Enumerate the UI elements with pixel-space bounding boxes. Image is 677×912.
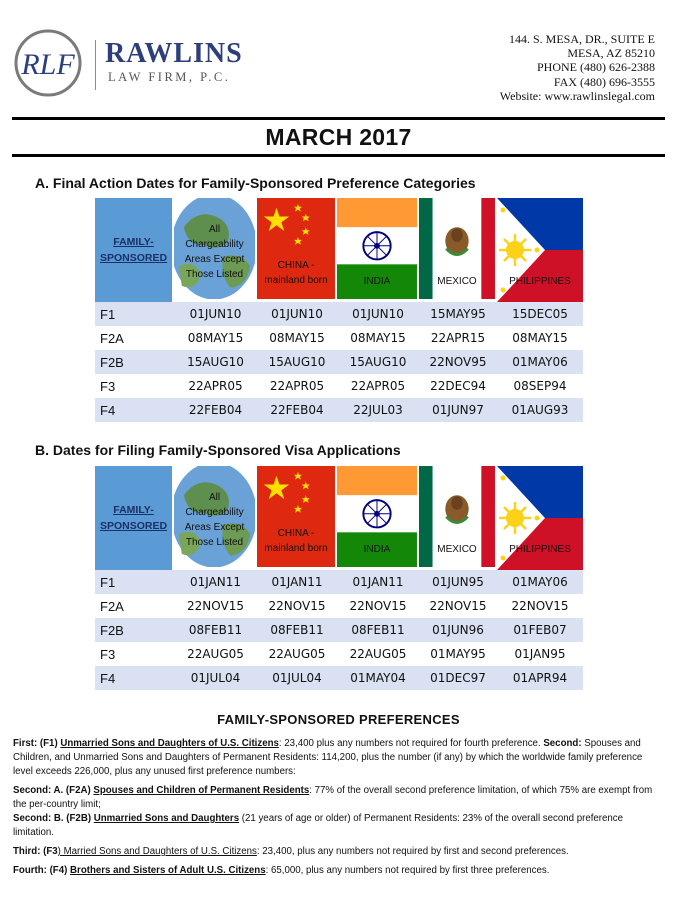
caption-line: All: [208, 492, 221, 503]
logo-divider: [95, 40, 96, 90]
date-cell: 01DEC97: [430, 671, 486, 685]
header-philippines: [497, 198, 583, 302]
fax-line: FAX (480) 696-3555: [553, 74, 655, 89]
table-row: [95, 594, 583, 618]
date-cell: 15AUG10: [268, 355, 326, 369]
header-mexico: [419, 198, 497, 302]
firm-subtitle: LAW FIRM, P.C.: [108, 70, 231, 84]
preference-name: Brothers and Sisters of Adult U.S. Citizens: [70, 865, 266, 876]
caption-line: Chargeability: [185, 239, 244, 250]
date-cell: 08MAY15: [187, 331, 244, 345]
date-cell: 01FEB07: [513, 623, 567, 637]
date-cell: 15DEC05: [512, 307, 568, 321]
preference-label: Second: B. (F2B): [13, 813, 94, 824]
category-cell: F1: [100, 306, 116, 322]
date-cell: 22FEB04: [188, 403, 243, 417]
date-cell: 22DEC94: [430, 379, 486, 393]
family-sponsored-header: [95, 198, 174, 302]
header-philippines: [497, 466, 583, 570]
date-cell: 22NOV15: [187, 599, 244, 613]
header-all-chargeability: [174, 466, 257, 570]
date-cell: 22NOV15: [511, 599, 569, 613]
column-caption: [419, 542, 495, 557]
date-cell: 22APR05: [269, 379, 325, 393]
table-row: [95, 326, 583, 350]
column-caption: [257, 258, 335, 288]
column-caption: [419, 274, 495, 289]
logo-monogram-icon: [13, 28, 83, 98]
preference-text: : 23,400, plus any numbers not required by first and second preferences.: [256, 846, 569, 857]
caption-line: CHINA -: [277, 528, 315, 539]
firm-address: [500, 32, 655, 103]
final-action-dates-table: [95, 198, 583, 422]
date-cell: 01JUL04: [190, 671, 241, 685]
website-line[interactable]: Website: www.rawlinslegal.com: [499, 88, 655, 103]
caption-line: Areas Except: [184, 522, 245, 533]
preference-name: Unmarried Sons and Daughters: [93, 813, 240, 824]
date-cell: 15MAY95: [430, 307, 486, 321]
category-cell: F2B: [100, 354, 124, 370]
preference-text: (21 years of age or older) of Permanent Residents: 23% of the overall second preference limitation.: [13, 813, 624, 838]
category-cell: F4: [100, 670, 116, 686]
preference-name: Spouses and Children of Permanent Residents: [93, 785, 310, 796]
header-label-line: SPONSORED: [99, 520, 168, 532]
preference-text: : 23,400 plus any numbers not required for fourth preference.: [278, 738, 544, 749]
date-cell: 01MAY06: [512, 355, 568, 369]
date-cell: 22APR05: [188, 379, 243, 393]
preference-name: Unmarried Sons and Daughters of U.S. Citizens: [60, 738, 279, 749]
preference-second-b: [13, 812, 663, 840]
caption-line: Chargeability: [185, 507, 244, 518]
date-cell: 01MAY95: [430, 647, 486, 661]
header-all-chargeability: [174, 198, 257, 302]
caption-line: INDIA: [363, 276, 391, 287]
column-caption: [337, 542, 417, 557]
table-header-row: [95, 466, 583, 570]
preference-text: : 77% of the overall second preference limitation, of which 75% are exempt from the per-country limit;: [13, 785, 653, 810]
date-cell: 22NOV15: [268, 599, 326, 613]
caption-line: MEXICO: [437, 544, 477, 555]
address-line: MESA, AZ 85210: [567, 46, 655, 61]
preference-first: [13, 737, 663, 779]
caption-line: mainland born: [264, 543, 328, 554]
firm-name: RAWLINS: [105, 38, 243, 69]
date-cell: 08MAY15: [350, 331, 406, 345]
date-cell: 22AUG05: [268, 647, 326, 661]
preferences-title: FAMILY-SPONSORED PREFERENCES: [217, 712, 460, 727]
date-cell: 22NOV95: [429, 355, 487, 369]
date-cell: 01APR94: [512, 671, 568, 685]
caption-line: All: [208, 224, 221, 235]
category-cell: F2A: [100, 330, 124, 346]
date-cell: 22AUG05: [187, 647, 244, 661]
caption-line: Those Listed: [185, 269, 244, 280]
date-cell: 01JAN95: [514, 647, 566, 661]
caption-line: Those Listed: [185, 537, 244, 548]
category-cell: F2A: [100, 598, 124, 614]
date-cell: 15AUG10: [187, 355, 244, 369]
date-cell: 08FEB11: [351, 623, 405, 637]
date-cell: 01JUN96: [432, 623, 484, 637]
table-row: [95, 642, 583, 666]
header-label-line: SPONSORED: [99, 252, 168, 264]
header-china: [257, 466, 337, 570]
column-caption: [174, 490, 255, 550]
table-row: [95, 570, 583, 594]
header-mexico: [419, 466, 497, 570]
date-cell: 08SEP94: [513, 379, 567, 393]
date-cell: 01MAY04: [350, 671, 406, 685]
firm-logo: [13, 20, 243, 100]
caption-line: MEXICO: [437, 276, 477, 287]
section-a-heading: A. Final Action Dates for Family-Sponsored Preference Categories: [35, 175, 476, 191]
table-row: [95, 618, 583, 642]
filing-dates-table: [95, 466, 583, 690]
table-row: [95, 374, 583, 398]
preference-third: [13, 845, 663, 859]
category-cell: F1: [100, 574, 116, 590]
preference-text: : 65,000, plus any numbers not required by first three preferences.: [265, 865, 550, 876]
table-row: [95, 350, 583, 374]
date-cell: 08MAY15: [512, 331, 568, 345]
header-label-line: FAMILY-: [113, 504, 154, 516]
preference-label: First: (F1): [13, 738, 61, 749]
category-cell: F4: [100, 402, 116, 418]
column-caption: [497, 274, 583, 289]
title-bottom-rule: [12, 154, 665, 157]
date-cell: 01JAN11: [189, 575, 242, 589]
header-label-line: FAMILY-: [113, 236, 154, 248]
table-row: [95, 302, 583, 326]
date-cell: 08FEB11: [188, 623, 243, 637]
date-cell: 01AUG93: [511, 403, 569, 417]
caption-line: INDIA: [363, 544, 391, 555]
date-cell: 01JAN11: [352, 575, 404, 589]
preference-name: ) Married Sons and Daughters of U.S. Citizens: [57, 846, 257, 857]
date-cell: 01MAY06: [512, 575, 568, 589]
date-cell: 22JUL03: [353, 403, 403, 417]
header-india: [337, 198, 419, 302]
page-title: MARCH 2017: [265, 124, 412, 150]
caption-line: CHINA -: [277, 260, 315, 271]
family-sponsored-header: [95, 466, 174, 570]
column-caption: [257, 526, 335, 556]
header-china: [257, 198, 337, 302]
date-cell: 22APR05: [350, 379, 406, 393]
date-cell: 01JUL04: [272, 671, 322, 685]
date-cell: 01JUN95: [432, 575, 484, 589]
category-cell: F3: [100, 378, 116, 394]
date-cell: 15AUG10: [349, 355, 407, 369]
column-caption: [497, 542, 583, 557]
date-cell: 01JUN10: [271, 307, 323, 321]
date-cell: 01JUN97: [432, 403, 484, 417]
caption-line: Areas Except: [184, 254, 245, 265]
preference-label: Third: (F3: [13, 846, 58, 857]
date-cell: 01JAN11: [271, 575, 323, 589]
category-cell: F2B: [100, 622, 124, 638]
column-caption: [174, 222, 255, 282]
date-cell: 22FEB04: [270, 403, 324, 417]
title-top-rule: [12, 117, 665, 120]
caption-line: PHILIPPINES: [509, 276, 571, 287]
date-cell: 22APR15: [430, 331, 486, 345]
caption-line: PHILIPPINES: [509, 544, 571, 555]
preferences-body: [13, 737, 663, 883]
date-cell: 08MAY15: [269, 331, 325, 345]
phone-line: PHONE (480) 626-2388: [537, 60, 655, 75]
date-cell: 22AUG05: [349, 647, 407, 661]
preference-label: Second: A. (F2A): [13, 785, 94, 796]
category-cell: F3: [100, 646, 116, 662]
date-cell: 22NOV15: [429, 599, 487, 613]
date-cell: 22NOV15: [349, 599, 407, 613]
preference-text: Spouses and Children, and Unmarried Sons and Daughters of Permanent Residents: 114,200, plus the number (if any) by which the worldwide family preference level exceeds 226,000, plus any unused first preference numbers:: [13, 738, 643, 777]
preference-second-a: [13, 784, 663, 812]
date-cell: 01JUN10: [189, 307, 242, 321]
logo-monogram-text: RLF: [21, 48, 75, 81]
section-b-heading: B. Dates for Filing Family-Sponsored Visa Applications: [35, 442, 401, 458]
table-row: [95, 666, 583, 690]
date-cell: 01JUN10: [352, 307, 404, 321]
table-header-row: [95, 198, 583, 302]
preference-fourth: [13, 864, 663, 878]
column-caption: [337, 274, 417, 289]
preference-label: Fourth: (F4): [13, 865, 71, 876]
table-row: [95, 398, 583, 422]
caption-line: mainland born: [264, 275, 328, 286]
preference-label: Second:: [543, 738, 582, 749]
date-cell: 08FEB11: [270, 623, 324, 637]
address-line: 144. S. MESA, DR., SUITE E: [508, 32, 655, 46]
header-india: [337, 466, 419, 570]
